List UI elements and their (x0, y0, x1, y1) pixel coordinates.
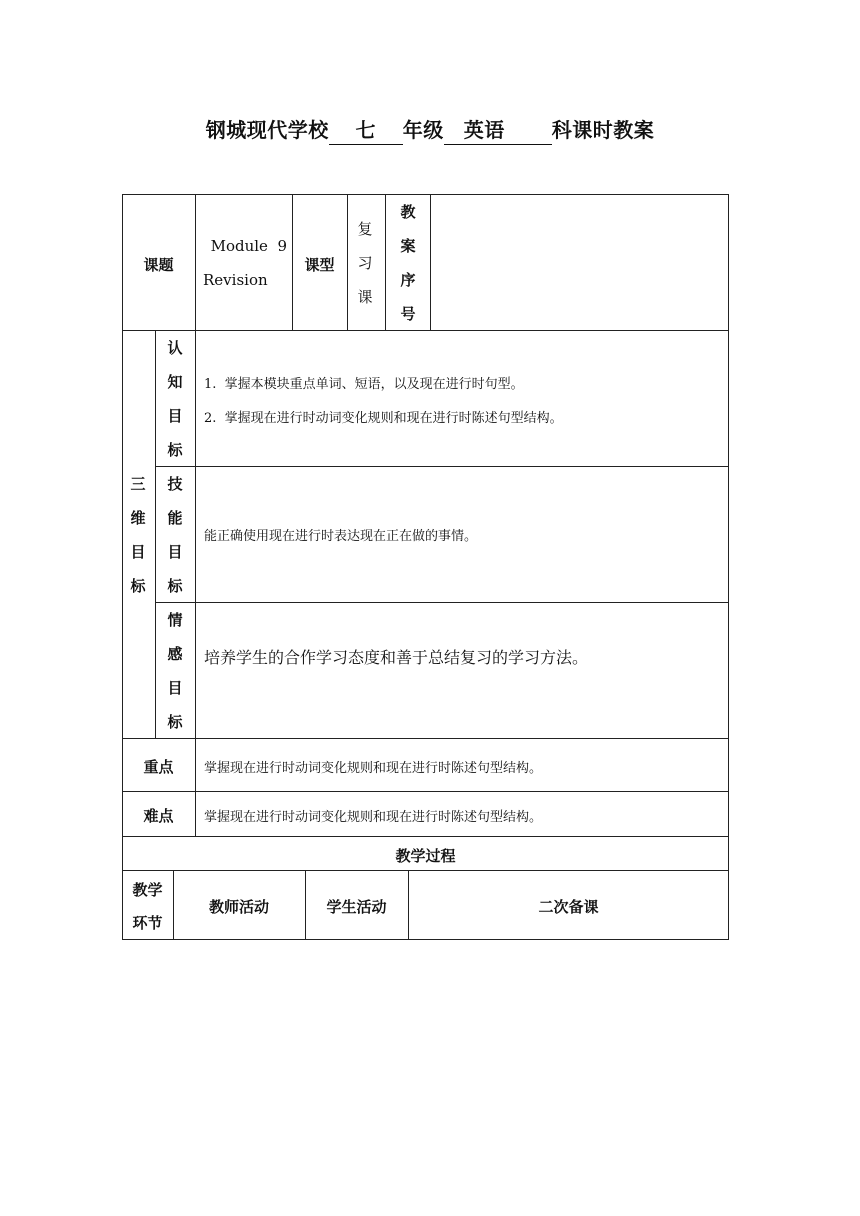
school-name: 钢城现代学校 (205, 118, 329, 142)
skill-goal-text: 能正确使用现在进行时表达现在正在做的事情。 (204, 529, 478, 544)
col-teacher: 教师活动 (208, 898, 269, 916)
key-point-text: 掌握现在进行时动词变化规则和现在进行时陈述句型结构。 (204, 761, 543, 776)
col-notes: 二次备课 (538, 898, 599, 916)
emotion-goal-label: 情 感 目 标 (167, 611, 183, 731)
grade-value: 七 (329, 114, 403, 145)
type-value: 复 习 课 (357, 220, 373, 306)
subject-blank (444, 114, 552, 145)
process-title: 教学过程 (395, 847, 456, 865)
difficulty-text: 掌握现在进行时动词变化规则和现在进行时陈述句型结构。 (204, 810, 543, 825)
topic-value-line1: Module 9 (210, 237, 287, 255)
key-point-label: 重点 (143, 758, 174, 776)
subject-value: 英语 (463, 118, 505, 142)
title-suffix: 科课时教案 (551, 118, 655, 142)
grade-label: 年级 (402, 118, 444, 142)
difficulty-label: 难点 (143, 807, 174, 825)
type-label: 课型 (304, 256, 335, 274)
goals-group-label: 三 维 目 标 (130, 475, 146, 595)
seq-label: 教 案 序 号 (400, 203, 416, 323)
col-student: 学生活动 (326, 898, 387, 916)
page-title (0, 114, 860, 145)
col-stage-line2: 环节 (132, 914, 163, 932)
cognitive-goal-item-2: 2. 掌握现在进行时动词变化规则和现在进行时陈述句型结构。 (204, 411, 563, 426)
skill-goal-label: 技 能 目 标 (167, 475, 183, 595)
lesson-plan-table (122, 194, 729, 837)
cognitive-goal-item-1: 1. 掌握本模块重点单词、短语，以及现在进行时句型。 (204, 377, 524, 392)
cognitive-goal-label: 认 知 目 标 (167, 339, 183, 459)
col-stage-line1: 教学 (132, 881, 163, 899)
emotion-goal-text: 培养学生的合作学习态度和善于总结复习的学习方法。 (204, 648, 589, 667)
topic-value-line2: Revision (203, 271, 268, 289)
topic-label: 课题 (143, 256, 174, 274)
